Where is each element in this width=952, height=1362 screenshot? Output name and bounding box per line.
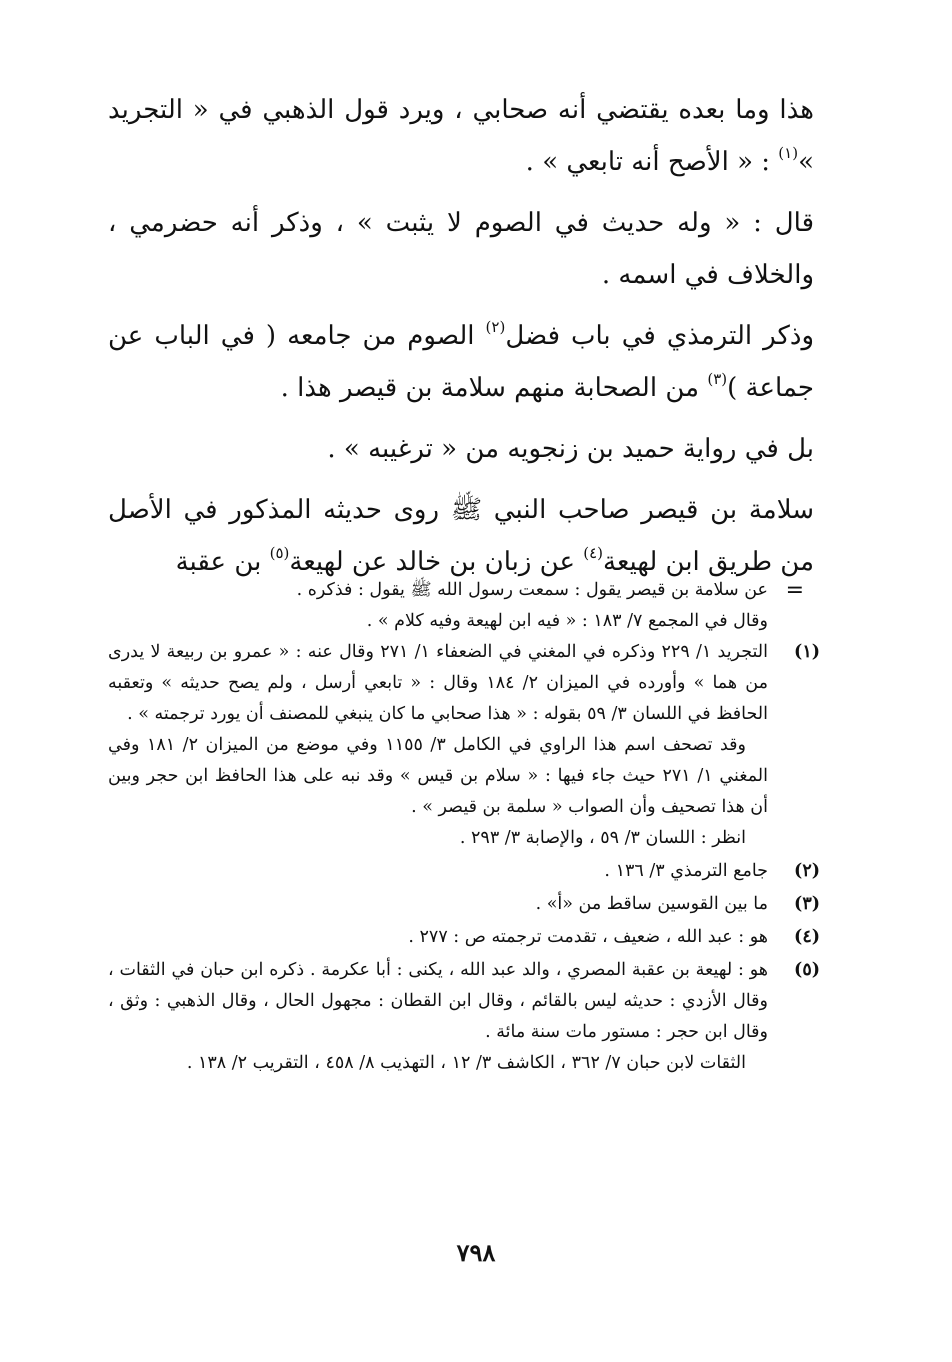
main-text bbox=[108, 84, 814, 597]
footnote-1 bbox=[108, 637, 820, 854]
footnote-number: (٤) bbox=[794, 927, 820, 947]
footnote-text: جامع الترمذي ٣/ ١٣٦ . bbox=[604, 861, 768, 881]
footnote-number: (١) bbox=[794, 642, 820, 662]
footnote-number: (٥) bbox=[794, 960, 820, 980]
paragraph-3: وذكر الترمذي في باب فضل$^{(٢)}$ الصوم من جامعه ( في الباب عن جماعة )$^{(٣)}$ من الصحابة منهم سلامة بن قيصر هذا . bbox=[108, 318, 814, 403]
footnote-2 bbox=[108, 856, 820, 887]
footnote-number: (٢) bbox=[794, 861, 820, 881]
footnote-text: هو : لهيعة بن عقبة المصري ، والد عبد الله ، يكنى : أبا عكرمة . ذكره ابن حبان في الثقات ، وقال الأزدي : حديثه ليس بالقائم ، وقال ابن القطان : مجهول الحال ، وقال الذهبي : وثق ، وقال ابن حجر : مستور مات سنة مائة . bbox=[108, 960, 768, 1042]
footnote-5 bbox=[108, 955, 820, 1079]
footnote-ref-3: (٣) bbox=[707, 370, 728, 388]
page-number: ٧٩٨ bbox=[456, 1238, 496, 1267]
footnote-text: انظر : اللسان ٣/ ٥٩ ، والإصابة ٣/ ٢٩٣ . bbox=[459, 828, 746, 848]
paragraph-1: هذا وما بعده يقتضي أنه صحابي ، ويرد قول الذهبي في « التجريد »$^{(١)}$ : « الأصح أنه تابعي » . bbox=[108, 95, 814, 177]
footnote-3 bbox=[108, 889, 820, 920]
footnote-text: الثقات لابن حبان ٧/ ٣٦٢ ، الكاشف ٣/ ١٢ ، التهذيب ٨/ ٤٥٨ ، التقريب ٢/ ١٣٨ . bbox=[186, 1053, 746, 1073]
footnote-text: ما بين القوسين ساقط من «أ» . bbox=[535, 894, 768, 914]
footnote-continuation bbox=[108, 575, 820, 637]
footnote-text: هو : عبد الله ، ضعيف ، تقدمت ترجمته ص : ٢٧٧ . bbox=[408, 927, 768, 947]
continuation-marker: = bbox=[785, 578, 804, 603]
footnote-text: التجريد ١/ ٢٢٩ وذكره في المغني في الضعفاء ١/ ٢٧١ وقال عنه : « عمرو بن ربيعة لا يدرى من هما » وأورده في الميزان ٢/ ١٨٤ وقال : « تابعي أرسل ، ولم يصح حديثه » وتعقبه الحافظ في اللسان ٣/ ٥٩ بقوله : « هذا صحابي ما كان ينبغي للمصنف أن يورد ترجمته » . bbox=[108, 642, 768, 724]
footnote-number: (٣) bbox=[794, 894, 820, 914]
footnote-ref-1: (١) bbox=[778, 144, 799, 162]
footnote-4 bbox=[108, 922, 820, 953]
paragraph-5: سلامة بن قيصر صاحب النبي ﷺ روى حديثه المذكور في الأصل من طريق ابن لهيعة$^{(٤)}$ عن زبان بن خالد عن لهيعة$^{(٥)}$ بن عقبة bbox=[108, 495, 814, 577]
continuation-line-1: عن سلامة بن قيصر يقول : سمعت رسول الله ﷺ يقول : فذكره . bbox=[296, 580, 768, 600]
footnotes bbox=[108, 575, 820, 1081]
paragraph-2: قال : « وله حديث في الصوم لا يثبت » ، وذكر أنه حضرمي ، والخلاف في اسمه . bbox=[108, 208, 814, 290]
footnote-ref-2: (٢) bbox=[485, 318, 506, 336]
footnote-ref-5: (٥) bbox=[269, 544, 290, 562]
footnote-text: وقد تصحف اسم هذا الراوي في الكامل ٣/ ١١٥٥ وفي موضع من الميزان ٢/ ١٨١ وفي المغني ١/ ٢٧١ حيث جاء فيها : « سلام بن قيس » وقد نبه على هذا الحافظ ابن حجر وبين أن هذا تصحيف وأن الصواب « سلمة بن قيصر » . bbox=[108, 735, 769, 817]
continuation-line-2: وقال في المجمع ٧/ ١٨٣ : « فيه ابن لهيعة وفيه كلام » . bbox=[366, 611, 768, 631]
paragraph-4: بل في رواية حميد بن زنجويه من « ترغيبه » . bbox=[327, 434, 814, 464]
footnote-ref-4: (٤) bbox=[583, 544, 604, 562]
